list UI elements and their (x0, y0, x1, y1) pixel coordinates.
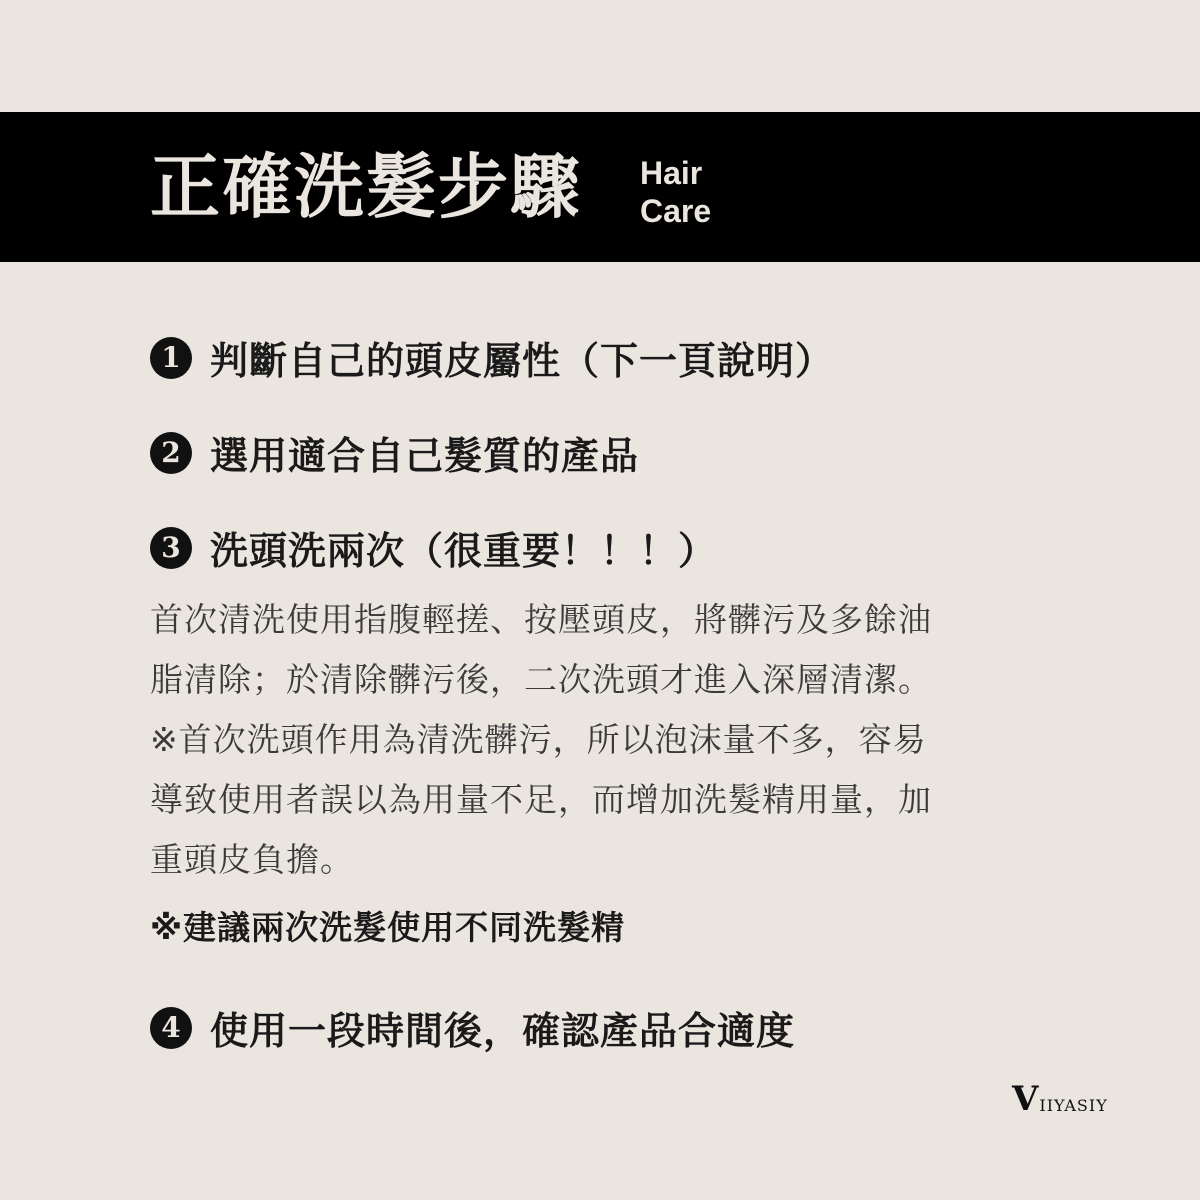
description-line: 導致使用者誤以為用量不足，而增加洗髮精用量，加 (150, 780, 932, 819)
step-heading: 判斷自己的頭皮屬性（下一頁說明） (210, 339, 835, 383)
step-4 (150, 1000, 795, 1055)
description-line: 脂清除；於清除髒污後，二次洗頭才進入深層清潔。 (150, 660, 932, 699)
header-subtitle (640, 154, 711, 230)
header-subtitle-line-1: Hair (640, 155, 703, 191)
brand-logo-mark: V (1012, 1079, 1039, 1119)
step-number-badge: 1 (150, 337, 192, 379)
step-3-description (150, 590, 1040, 890)
page-title: 正確洗髮步驟 (150, 146, 582, 228)
step-number-badge: 2 (150, 432, 192, 474)
step-2 (150, 425, 639, 480)
step-number-badge: 4 (150, 1007, 192, 1049)
step-number-badge: 3 (150, 527, 192, 569)
step-3 (150, 520, 717, 575)
step-1 (150, 330, 834, 385)
step-heading: 使用一段時間後，確認產品合適度 (210, 1009, 796, 1053)
description-line: ※首次洗頭作用為清洗髒污，所以泡沫量不多，容易 (150, 720, 927, 759)
step-heading: 選用適合自己髮質的產品 (210, 434, 640, 478)
description-line: 首次清洗使用指腹輕搓、按壓頭皮，將髒污及多餘油 (150, 600, 932, 639)
brand-logo (1012, 1079, 1108, 1119)
step-heading: 洗頭洗兩次（很重要！！！） (210, 529, 718, 573)
description-line: 重頭皮負擔。 (150, 840, 354, 879)
header-subtitle-line-2: Care (640, 193, 712, 229)
recommendation-note: ※建議兩次洗髮使用不同洗髮精 (150, 908, 626, 947)
header-band (0, 112, 1200, 262)
brand-logo-text: IIYASIY (1039, 1096, 1108, 1115)
